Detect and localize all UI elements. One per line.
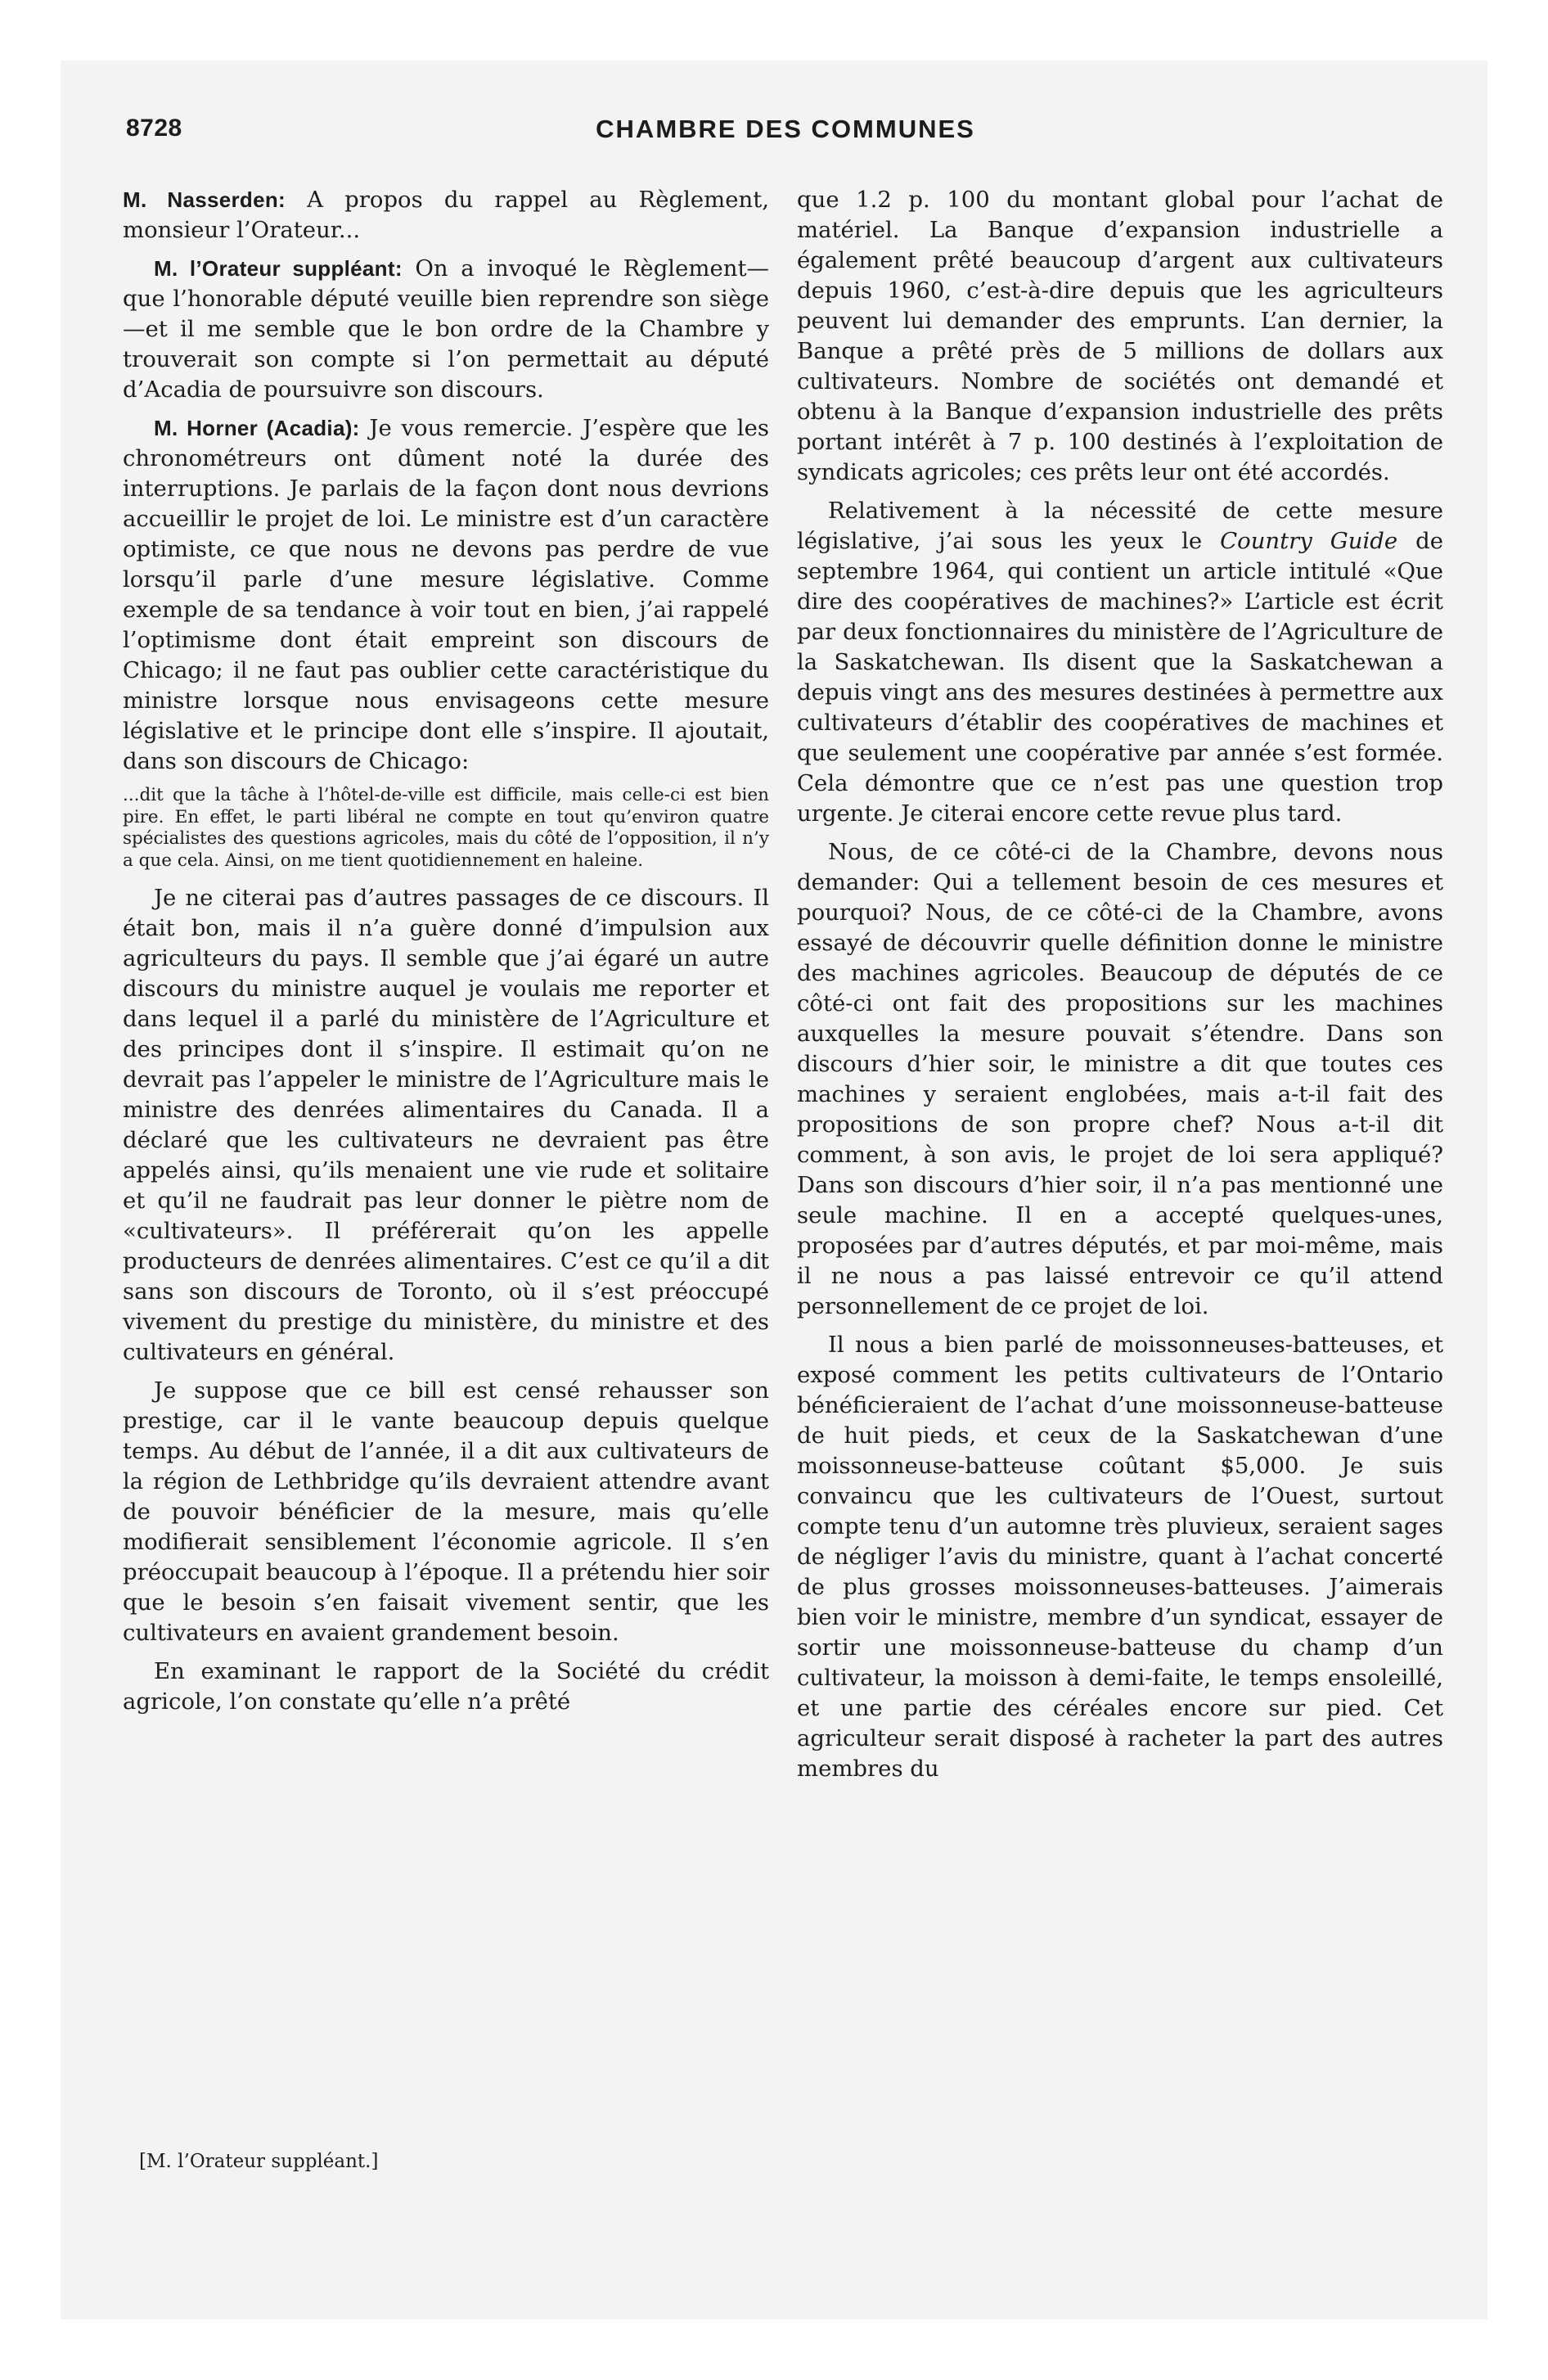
paragraph: En examinant le rapport de la Société du crédit agricole, l’on constate qu’elle n’a prêté <box>123 1658 769 1715</box>
left-column <box>123 185 769 1725</box>
speaker-name: M. Horner (Acadia): <box>154 416 360 440</box>
right-column <box>797 185 1443 1792</box>
paragraph-text: A propos du rappel au Règlement, monsieur l’Orateur... <box>123 187 769 243</box>
paragraph <box>797 496 1443 829</box>
paragraph-text: On a invoqué le Règlement—que l’honorable député veuille bien reprendre son siège—et il me semble que le bon ordre de la Chambre y trouverait son compte si l’on permettait au député d’Acadia de poursuivre son discours. <box>123 255 769 403</box>
quote-text: ...dit que la tâche à l’hôtel-de-ville est difficile, mais celle-ci est bien pire. En effet, le parti libéral ne compte en tout qu’environ quatre spécialistes des questions agricoles, mais du côté de l’opposition, il n’y a que cela. Ainsi, on me tient quotidiennement en haleine. <box>123 785 769 871</box>
page-number: 8728 <box>126 115 182 142</box>
running-head: CHAMBRE DES COMMUNES <box>596 115 975 143</box>
paragraph <box>123 413 769 777</box>
paragraph: Nous, de ce côté-ci de la Chambre, devons nous demander: Qui a tellement besoin de ces mesures et pourquoi? Nous, de ce côté-ci de la Chambre, avons essayé de découvrir quelle définition donne le ministre des machines agricoles. Beaucoup de députés de ce côté-ci ont fait des propositions sur les machines auxquelles la mesure pouvait s’étendre. Dans son discours d’hier soir, le ministre a dit que toutes ces machines y seraient englobées, mais a-t-il fait des propositions de son propre chef? Nous a-t-il dit comment, à son avis, le projet de loi sera appliqué? Dans son discours d’hier soir, il n’a pas mentionné une seule machine. Il en a accepté quelques-unes, proposées par d’autres députés, et par moi-même, mais il ne nous a pas laissé entrevoir ce qu’il attend personnellement de ce projet de loi. <box>797 839 1443 1319</box>
block-quote <box>123 785 769 872</box>
paragraph <box>123 254 769 405</box>
speaker-footer-label: [M. l’Orateur suppléant.] <box>139 2151 379 2172</box>
paragraph: que 1.2 p. 100 du montant global pour l’achat de matériel. La Banque d’expansion industrielle a également prêté beaucoup d’argent aux cultivateurs depuis 1960, c’est-à-dire depuis que les agriculteurs peuvent lui demander des emprunts. L’an dernier, la Banque a prêté près de 5 millions de dollars aux cultivateurs. Nombre de sociétés ont demandé et obtenu à la Banque d’expansion industrielle des prêts portant intérêt à 7 p. 100 destinés à l’exploitation de syndicats agricoles; ces prêts leur ont été accordés. <box>797 187 1443 485</box>
paragraph-text: Relativement à la nécessité de cette mesure législative, j’ai sous les yeux le <box>797 498 1443 554</box>
paragraph: Je ne citerai pas d’autres passages de ce discours. Il était bon, mais il n’a guère donné d’impulsion aux agriculteurs du pays. Il semble que j’ai égaré un autre discours du ministre auquel je voulais me reporter et dans lequel il a parlé du ministère de l’Agriculture et des principes dont il s’inspire. Il estimait qu’on ne devrait pas l’appeler le ministre de l’Agriculture mais le ministre des denrées alimentaires du Canada. Il a déclaré que les cultivateurs ne devraient pas être appelés ainsi, qu’ils menaient une vie rude et solitaire et qu’il ne faudrait pas leur donner le piètre nom de «cultivateurs». Il préférerait qu’on les appelle producteurs de denrées alimentaires. C’est ce qu’il a dit sans son discours de Toronto, où il s’est préoccupé vivement du prestige du ministère, du ministre et des cultivateurs en général. <box>123 885 769 1365</box>
publication-title: Country Guide <box>1220 528 1398 554</box>
paragraph-text: de septembre 1964, qui contient un article intitulé «Que dire des coopératives de machines?» L’article est écrit par deux fonctionnaires du ministère de l’Agriculture de la Saskatchewan. Ils disent que la Saskatchewan a depuis vingt ans des mesures destinées à permettre aux cultivateurs d’établir des coopératives de machines et que seulement une coopérative par année s’est formée. Cela démontre que ce n’est pas une question trop urgente. Je citerai encore cette revue plus tard. <box>797 528 1443 827</box>
speaker-name: M. Nasserden: <box>123 187 286 212</box>
paragraph: Il nous a bien parlé de moissonneuses-batteuses, et exposé comment les petits cultivateurs de l’Ontario bénéficieraient de l’achat d’une moissonneuse-batteuse de huit pieds, et ceux de la Saskatchewan d’une moissonneuse-batteuse coûtant $5,000. Je suis convaincu que les cultivateurs de l’Ouest, surtout compte tenu d’un automne très pluvieux, seraient sages de négliger l’avis du ministre, quant à l’achat concerté de plus grosses moissonneuses-batteuses. J’aimerais bien voir le ministre, membre d’un syndicat, essayer de sortir une moissonneuse-batteuse du champ d’un cultivateur, la moisson à demi-faite, le temps ensoleillé, et une partie des céréales encore sur pied. Cet agriculteur serait disposé à racheter la part des autres membres du <box>797 1332 1443 1782</box>
speaker-name: M. l’Orateur suppléant: <box>154 256 403 281</box>
paragraph <box>123 185 769 246</box>
paragraph: Je suppose que ce bill est censé rehausser son prestige, car il le vante beaucoup depuis quelque temps. Au début de l’année, il a dit aux cultivateurs de la région de Lethbridge qu’ils devraient attendre avant de pouvoir bénéficier de la mesure, mais qu’elle modifierait sensiblement l’économie agricole. Il s’en préoccupait beaucoup à l’époque. Il a prétendu hier soir que le besoin s’en faisait vivement sentir, que les cultivateurs en avaient grandement besoin. <box>123 1377 769 1646</box>
paragraph-text: Je vous remercie. J’espère que les chronométreurs ont dûment noté la durée des interruptions. Je parlais de la façon dont nous devrions accueillir le projet de loi. Le ministre est d’un caractère optimiste, ce que nous ne devons pas perdre de vue lorsqu’il parle d’une mesure législative. Comme exemple de sa tendance à voir tout en bien, j’ai rappelé l’optimisme dont était empreint son discours de Chicago; il ne faut pas oublier cette caractéristique du ministre lorsque nous envisageons cette mesure législative et le principe dont elle s’inspire. Il ajoutait, dans son discours de Chicago: <box>123 415 769 774</box>
page-header <box>126 115 1445 152</box>
